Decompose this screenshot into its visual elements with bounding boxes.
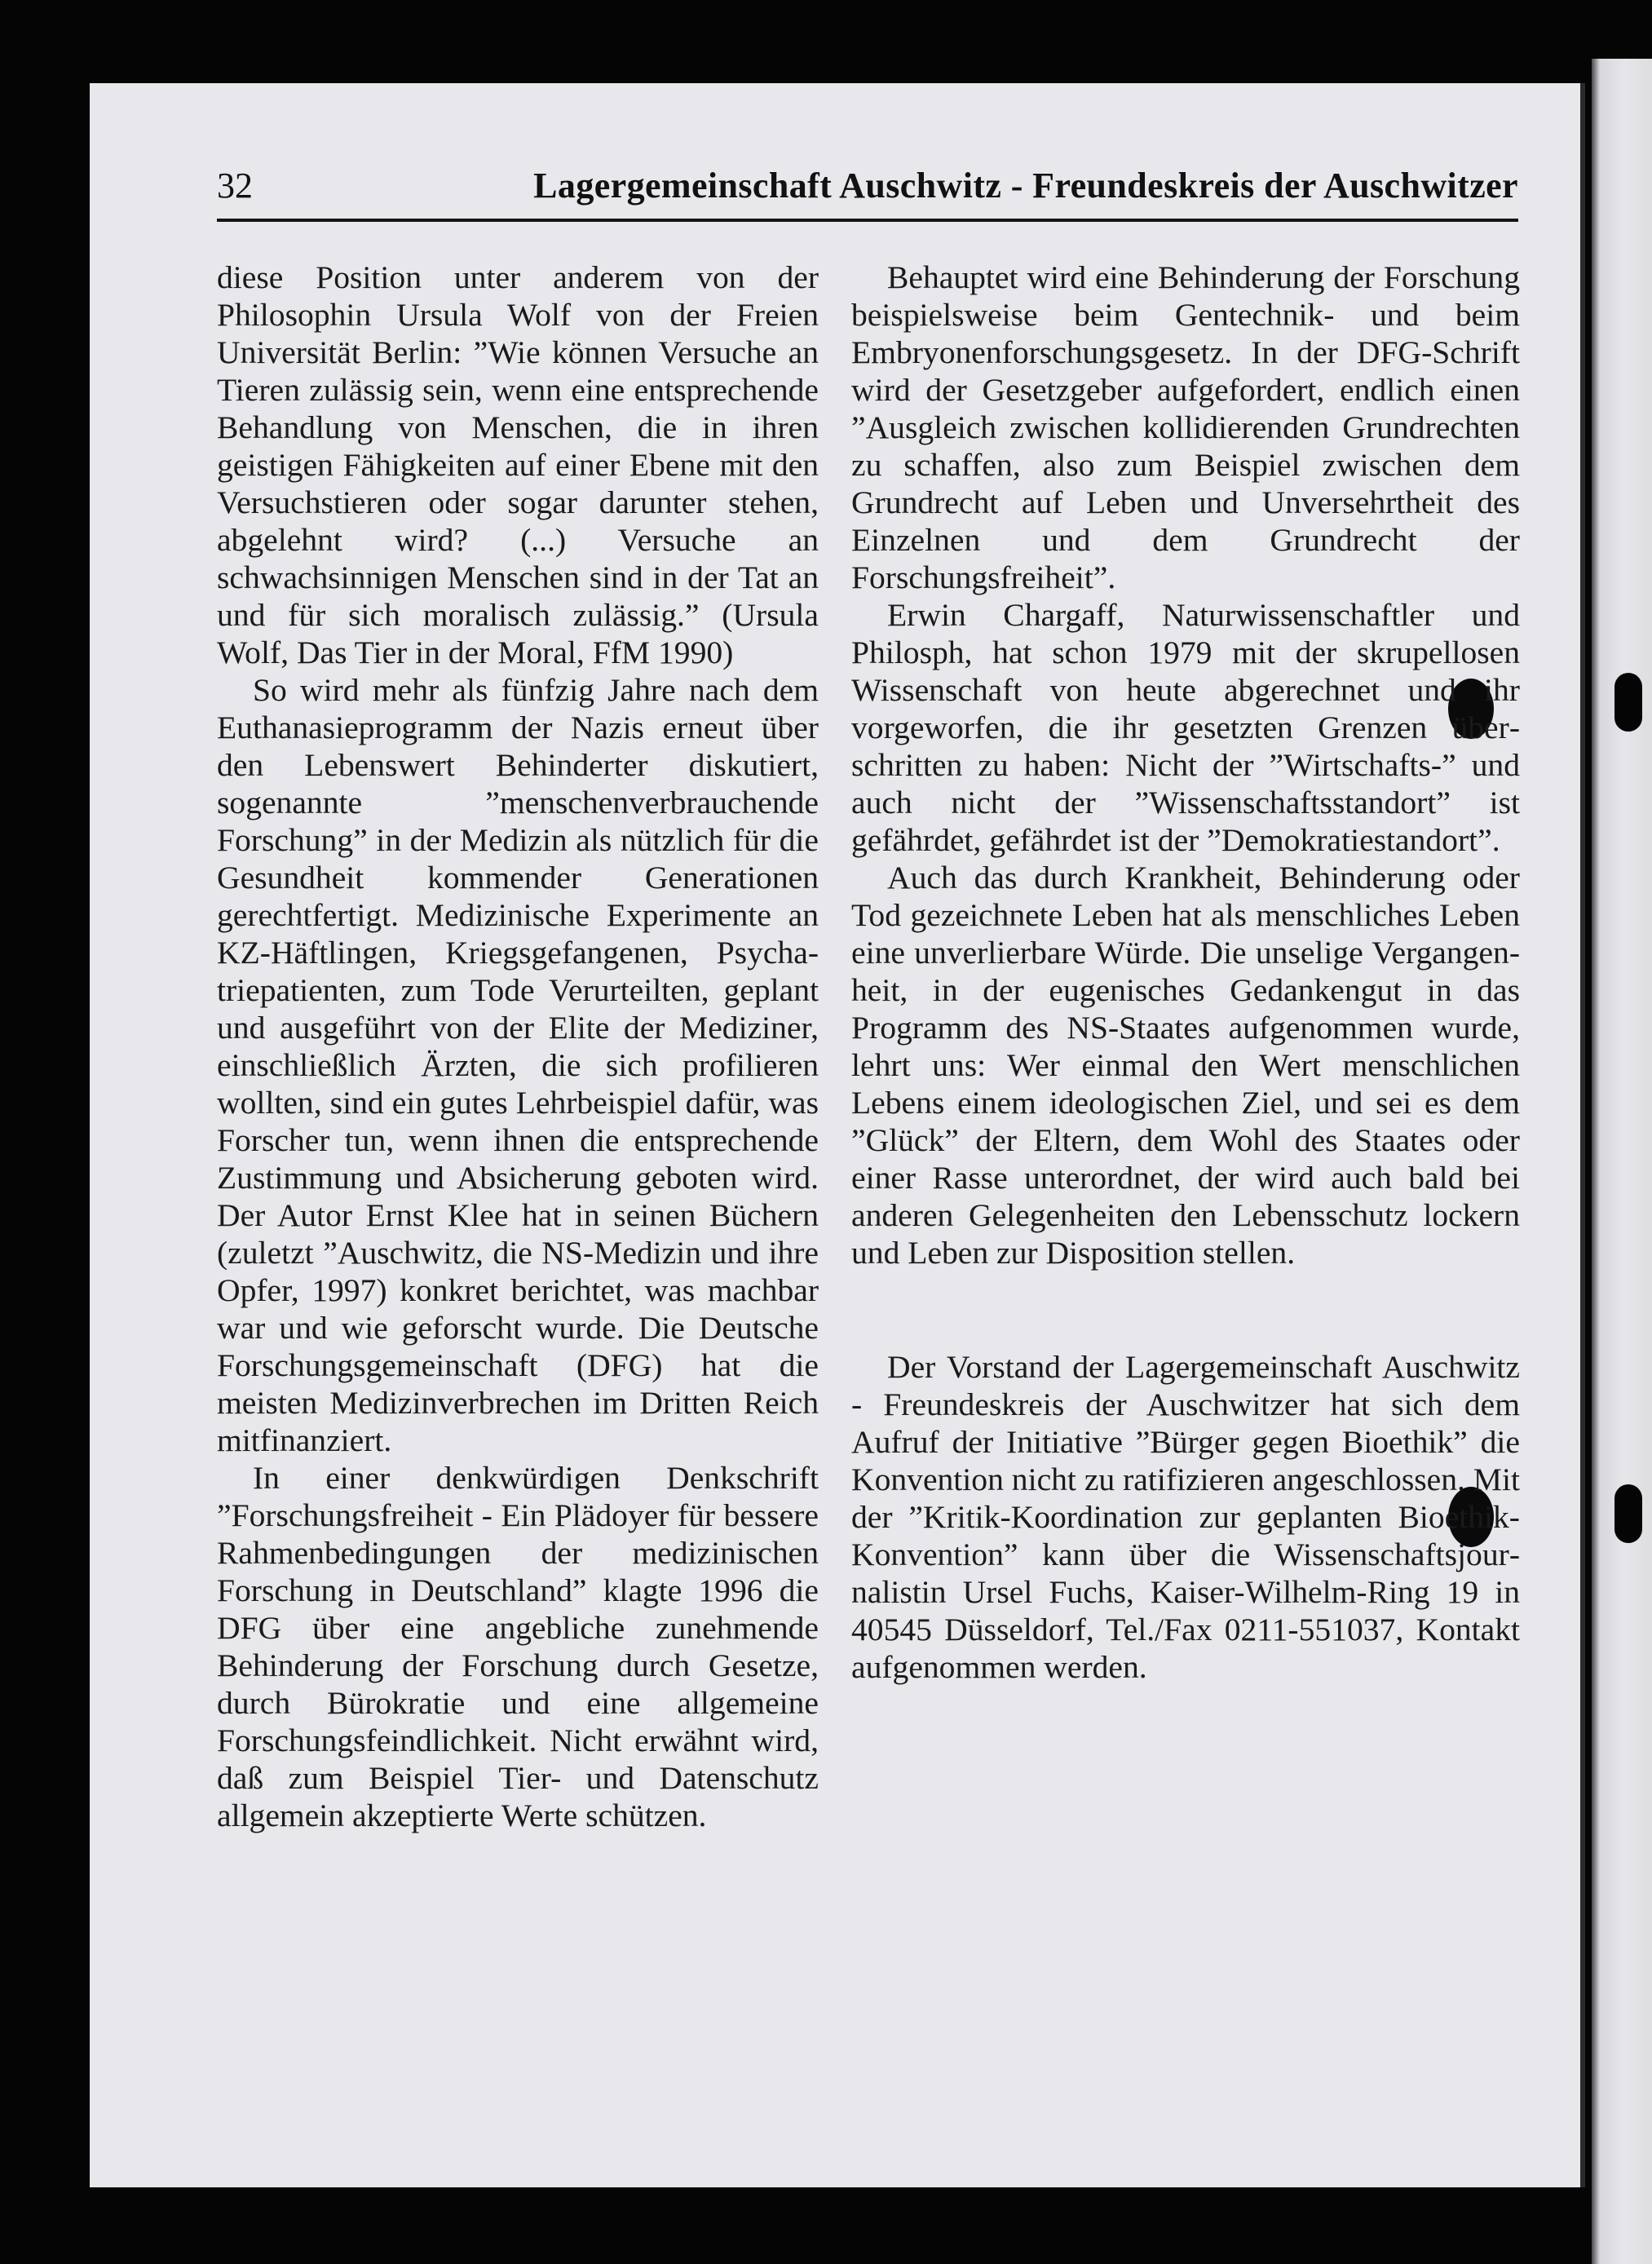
body-paragraph: So wird mehr als fünfzig Jahre nach dem Euthanasieprogramm der Nazis erneut über den Lebenswert Behinderter diskutiert, sogenannte ”menschenverbrauchende Forschung” in der Medizin als nützlich für die Gesundheit kommender Generationen gerechtfertigt. Medizinische Experimente an KZ-Häftlingen, Kriegsgefangenen, Psychatriepatienten, zum Tode Verurteilten, geplant und ausgeführt von der Elite der Mediziner, einschließlich Ärzten, die sich profilieren wollten, sind ein gutes Lehrbeispiel dafür, was Forscher tun, wenn ihnen die entsprechende Zustimmung und Absicherung geboten wird. Der Autor Ernst Klee hat in seinen Büchern (zuletzt ”Auschwitz, die NS-Medizin und ihre Opfer, 1997) konkret berichtet, was machbar war und wie geforscht wurde. Die Deutsche Forschungsgemeinschaft (DFG) hat die meisten Medizinverbrechen im Dritten Reich mitfinanziert. bbox=[217, 672, 819, 1458]
body-paragraph: Erwin Chargaff, Naturwissenschaftler und Philosph, hat schon 1979 mit der skrupellosen Wissenschaft von heute abgerechnet und ihr vorgeworfen, die ihr gesetzten Grenzen überschritten zu haben: Nicht der ”Wirtschafts-” und auch nicht der ”Wissenschaftsstandort” ist gefährdet, gefährdet ist der ”Demokratiestandort”. bbox=[851, 597, 1520, 858]
left-text-column bbox=[217, 259, 819, 1834]
body-paragraph: Auch das durch Krankheit, Behinderung oder Tod gezeichnete Leben hat als menschliches Leben eine unverlierbare Würde. Die unselige Vergangenheit, in der eugenisches Gedankengut in das Programm des NS-Staates aufgenommen wurde, lehrt uns: Wer einmal den Wert menschlichen Lebens einem ideologischen Ziel, und sei es dem ”Glück” der Eltern, dem Wohl des Staates oder einer Rasse unterordnet, der wird auch bald bei anderen Gelegenheiten den Lebensschutz lockern und Leben zur Disposition stellen. bbox=[851, 860, 1520, 1271]
adjacent-page-edge bbox=[1592, 59, 1652, 2264]
page-number: 32 bbox=[217, 166, 253, 206]
body-paragraph: In einer denkwürdigen Denkschrift ”Forschungsfreiheit - Ein Plädoyer für bessere Rahmenbedingungen der medizinischen Forschung in Deutschland” klagte 1996 die DFG über eine angebliche zunehmende Behinderung der Forschung durch Gesetze, durch Bürokratie und eine allgemeine Forschungsfeindlichkeit. Nicht erwähnt wird, daß zum Beispiel Tier- und Datenschutz allgemein akzeptierte Werte schützen. bbox=[217, 1460, 819, 1833]
board-notice-paragraph: Der Vorstand der Lagergemeinschaft Auschwitz - Freundeskreis der Auschwitzer hat sich dem Aufruf der Initiative ”Bürger gegen Bioethik” die Konvention nicht zu ratifizieren angeschlossen. Mit der ”Kritik-Koordination zur geplanten Bioethik-Konvention” kann über die Wissenschaftsjournalistin Ursel Fuchs, Kaiser-Wilhelm-Ring 19 in 40545 Düsseldorf, Tel./Fax 0211-551037, Kontakt aufgenommen werden. bbox=[851, 1349, 1520, 1685]
right-text-column bbox=[851, 259, 1520, 1686]
body-paragraph: diese Position unter anderem von der Philosophin Ursula Wolf von der Freien Universität Berlin: ”Wie können Versuche an Tieren zulässig sein, wenn eine entsprechende Behandlung von Menschen, die in ihren geistigen Fähigkeiten auf einer Ebene mit den Versuchstieren oder sogar darunter stehen, abgelehnt wird? (...) Versuche an schwachsinnigen Menschen sind in der Tat an und für sich moralisch zulässig.” (Ursula Wolf, Das Tier in der Moral, FfM 1990) bbox=[217, 259, 819, 670]
running-header bbox=[217, 161, 1518, 222]
document-page bbox=[90, 83, 1580, 2187]
body-paragraph: Behauptet wird eine Behinderung der Forschung beispielsweise beim Gentechnik- und beim Embryonenforschungsgesetz. In der DFG-Schrift wird der Gesetzgeber aufgefordert, endlich einen ”Ausgleich zwischen kollidierenden Grundrechten zu schaffen, also zum Beispiel zwischen dem Grundrecht auf Leben und Unversehrtheit des Einzelnen und dem Grundrecht der Forschungsfreiheit”. bbox=[851, 259, 1520, 595]
header-title: Lagergemeinschaft Auschwitz - Freundeskreis der Auschwitzer bbox=[533, 166, 1518, 206]
adjacent-page-punch-hole bbox=[1614, 673, 1642, 732]
adjacent-page-punch-hole bbox=[1614, 1484, 1642, 1543]
